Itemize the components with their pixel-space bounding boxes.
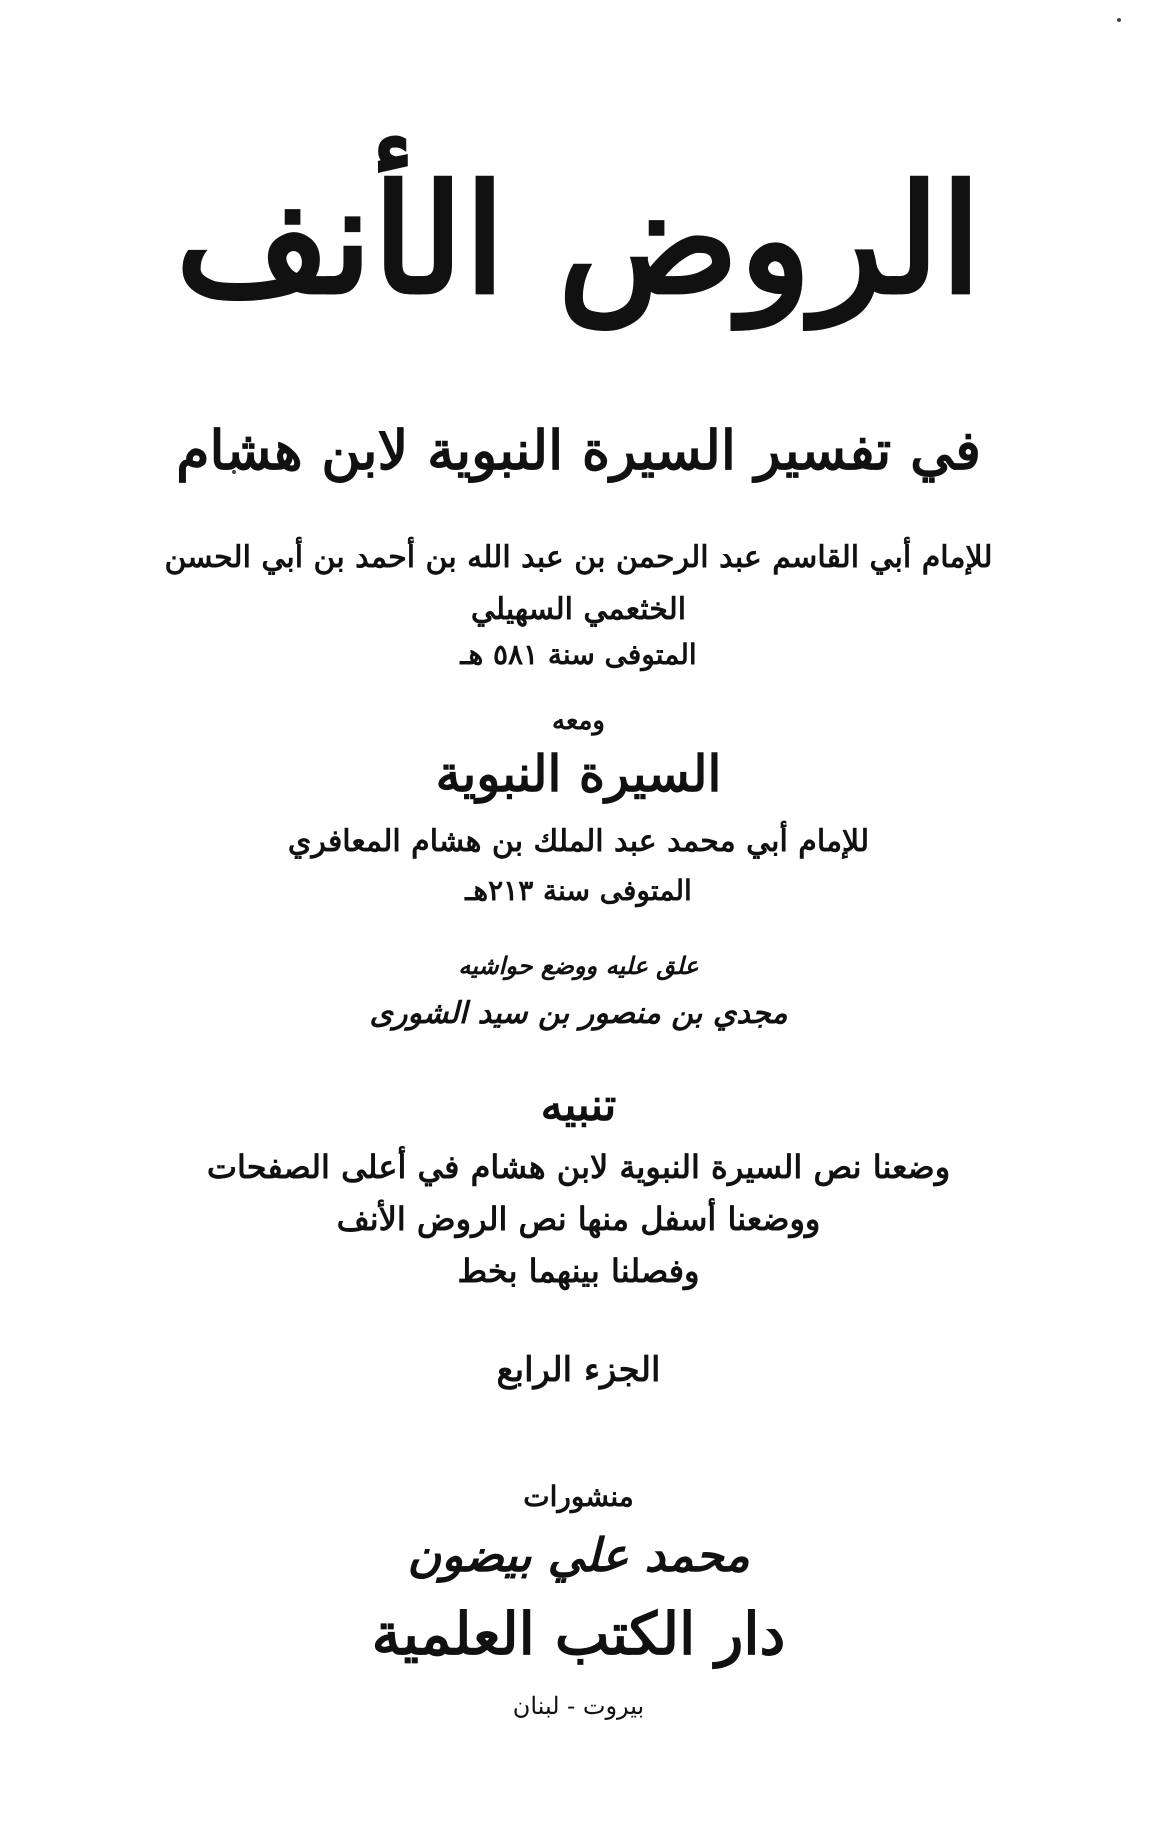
companion-death-date: المتوفى سنة ٢١٣هـ <box>465 874 692 907</box>
annotator-name: مجدي بن منصور بن سيد الشورى <box>369 996 788 1031</box>
book-title: الروض الأنف <box>175 152 982 328</box>
publisher-person: محمد علي بيضون <box>407 1528 750 1582</box>
notice-line: وضعنا نص السيرة النبوية لابن هشام في أعلى الصفحات <box>206 1148 951 1186</box>
scan-speck <box>1117 18 1121 22</box>
with-label: ومعه <box>552 706 605 736</box>
author-nisba: الخثعمي السهيلي <box>470 592 687 627</box>
companion-title: السيرة النبوية <box>435 744 722 803</box>
publications-label: منشورات <box>523 1480 634 1513</box>
author-name: للإمام أبي القاسم عبد الرحمن بن عبد الله بن أحمد بن أبي الحسن <box>164 540 993 575</box>
notice-line: ووضعنا أسفل منها نص الروض الأنف <box>336 1200 821 1238</box>
notice-heading: تنبيه <box>540 1080 617 1131</box>
notice-line: وفصلنا بينهما بخط <box>457 1252 700 1290</box>
publisher-city: بيروت - لبنان <box>512 1692 645 1720</box>
companion-author: للإمام أبي محمد عبد الملك بن هشام المعافري <box>287 824 870 859</box>
publisher-house: دار الكتب العلمية <box>371 1600 786 1668</box>
annotation-label: علق عليه ووضع حواشيه <box>458 951 699 980</box>
volume-label: الجزء الرابع <box>496 1350 661 1390</box>
book-subtitle: في تفسير السيرة النبوية لابن هشام <box>176 418 981 482</box>
author-death-date: المتوفى سنة ٥٨١ هـ <box>460 638 697 671</box>
